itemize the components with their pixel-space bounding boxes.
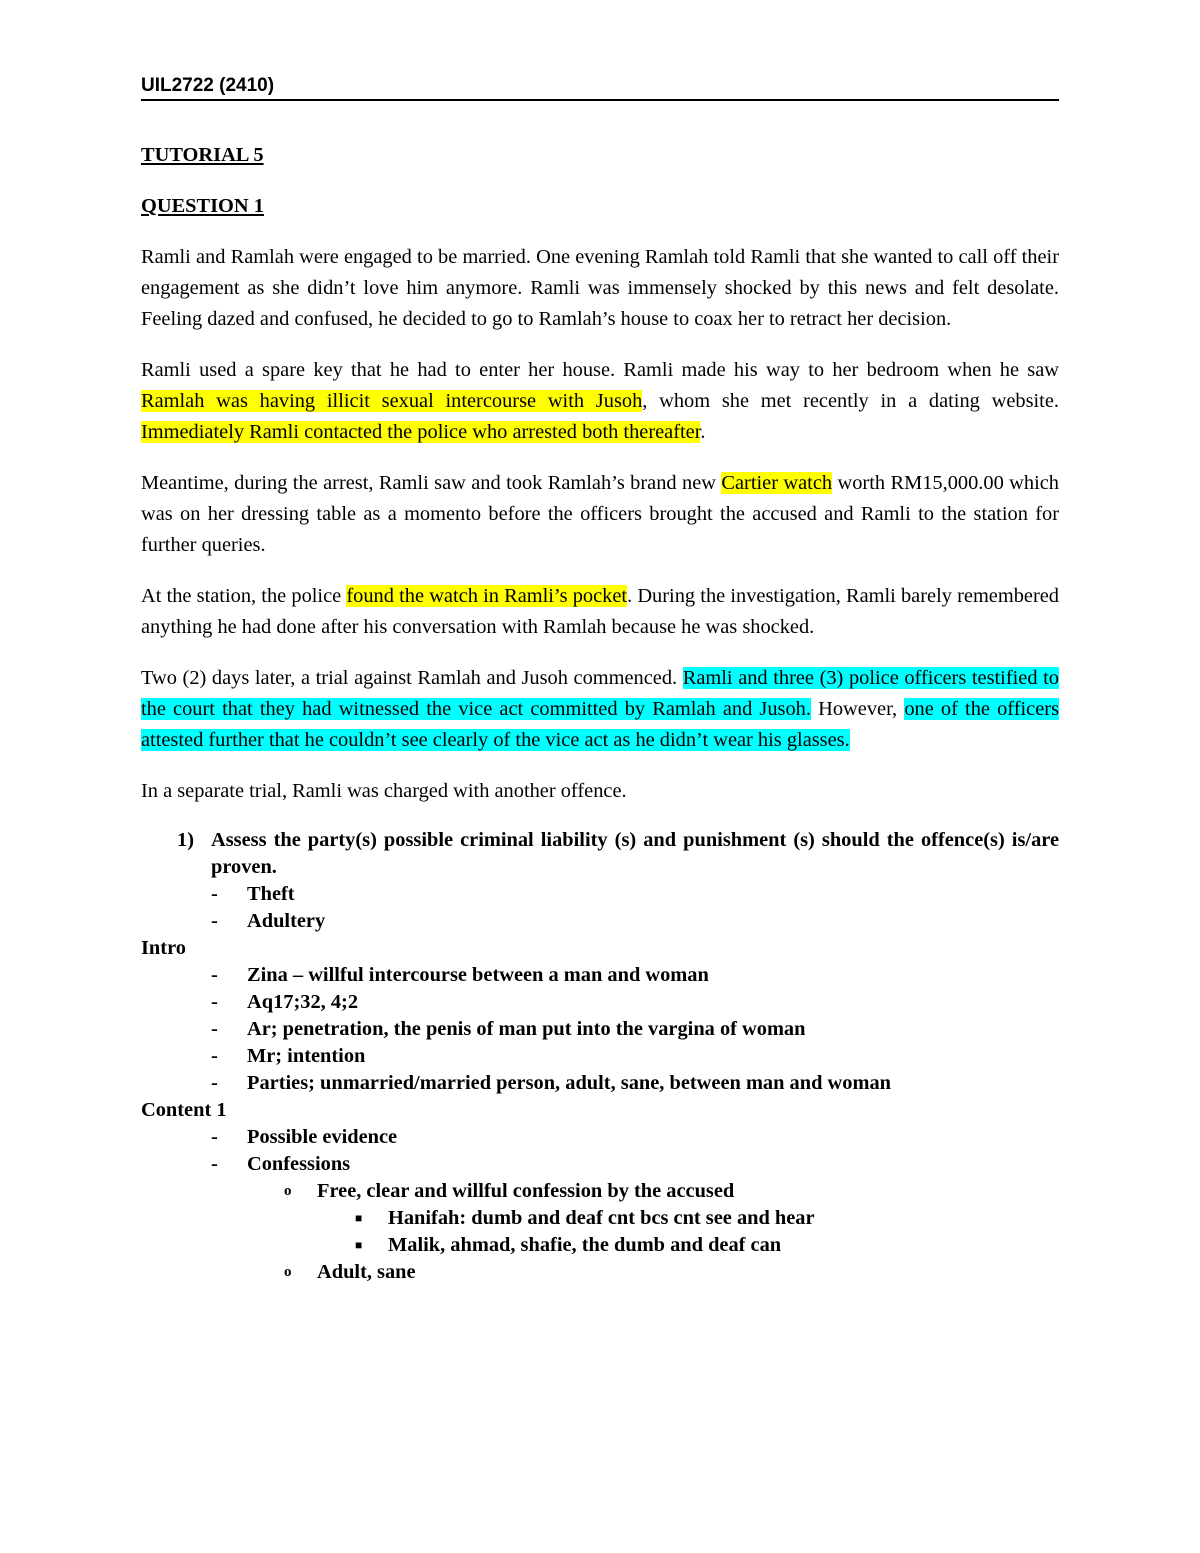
- text-run: Two (2) days later, a trial against Ramlah and Jusoh commenced.: [141, 667, 683, 689]
- subsub-item: Malik, ahmad, shafie, the dumb and deaf can: [388, 1234, 782, 1256]
- sub-item: Free, clear and willful confession by the accused: [317, 1180, 735, 1202]
- dash-bullet: -: [211, 883, 218, 905]
- list-item: [141, 962, 1059, 989]
- paragraph-5: [141, 663, 1059, 756]
- dash-bullet: -: [211, 910, 218, 932]
- content-item: Confessions: [247, 1153, 351, 1175]
- text-run: Meantime, during the arrest, Ramli saw and took Ramlah’s brand new: [141, 472, 722, 494]
- list-item: [141, 1124, 1059, 1151]
- text-run: However,: [810, 698, 905, 720]
- list-item: [141, 1070, 1059, 1097]
- dash-bullet: -: [211, 1126, 218, 1148]
- circle-bullet-icon: o: [284, 1183, 292, 1199]
- content-item: Possible evidence: [247, 1126, 398, 1148]
- paragraph-3: [141, 468, 1059, 561]
- circle-bullet-icon: o: [284, 1264, 292, 1280]
- paragraph-1: Ramli and Ramlah were engaged to be married. One evening Ramlah told Ramli that she wanted to call off their engagement as she didn’t love him anymore. Ramli was immensely shocked by this news and felt desolate. Feeling dazed and confused, he decided to go to Ramlah’s house to coax her to retract her decision.: [141, 246, 1059, 330]
- question-1-prompt: [141, 827, 1059, 881]
- question-text: Assess the party(s) possible criminal liability (s) and punishment (s) should the offence(s) is/are proven.: [211, 829, 1059, 878]
- list-item: [141, 1205, 1059, 1232]
- list-item: [141, 1178, 1059, 1205]
- intro-item: Zina – willful intercourse between a man and woman: [247, 964, 709, 986]
- text-run: .: [700, 421, 706, 443]
- text-run: . During the investigation, Ramli barely remembered anything he had done after his conversation with Ramlah because he was shocked.: [141, 585, 1059, 638]
- text-run: , whom she met recently in a dating website.: [642, 390, 1059, 412]
- offence-theft: Theft: [247, 883, 295, 905]
- answer-notes: [141, 827, 1059, 1286]
- offence-adultery: Adultery: [247, 910, 326, 932]
- question-title: QUESTION 1: [141, 195, 264, 217]
- dash-bullet: -: [211, 991, 218, 1013]
- list-item: [141, 1016, 1059, 1043]
- document-body: [141, 140, 1059, 1286]
- highlight-yellow: Cartier watch: [721, 472, 833, 494]
- square-bullet-icon: ■: [355, 1238, 363, 1252]
- intro-item: Parties; unmarried/married person, adult, sane, between man and woman: [247, 1072, 891, 1094]
- tutorial-title: TUTORIAL 5: [141, 144, 264, 166]
- list-item: [141, 1232, 1059, 1259]
- dash-bullet: -: [211, 1072, 218, 1094]
- sub-item: Adult, sane: [317, 1261, 416, 1283]
- intro-label: Intro: [141, 937, 186, 959]
- page-header: UIL2722 (2410): [141, 75, 275, 96]
- dash-bullet: -: [211, 964, 218, 986]
- highlight-yellow: found the watch in Ramli’s pocket: [346, 585, 628, 607]
- text-run: At the station, the police: [141, 585, 347, 607]
- list-item: [141, 989, 1059, 1016]
- dash-bullet: -: [211, 1018, 218, 1040]
- paragraph-2: [141, 355, 1059, 448]
- intro-item: Mr; intention: [247, 1045, 366, 1067]
- content-1-label: Content 1: [141, 1099, 227, 1121]
- highlight-yellow: Immediately Ramli contacted the police who arrested both thereafter: [141, 421, 701, 443]
- highlight-yellow: Ramlah was having illicit sexual intercourse with Jusoh: [141, 390, 643, 412]
- square-bullet-icon: ■: [355, 1211, 363, 1225]
- header-divider: [141, 99, 1059, 101]
- highlight-cyan: Ramli and three (3) police officers testified to the court that they had witnessed the vice act committed by Ramlah and Jusoh.: [141, 667, 1060, 720]
- text-run: worth RM15,000.00 which was on her dressing table as a momento before the officers brought the accused and Ramli to the station for further queries.: [141, 472, 1059, 556]
- list-item: [141, 881, 1059, 908]
- intro-item: Ar; penetration, the penis of man put into the vargina of woman: [247, 1018, 806, 1040]
- list-item: [141, 1043, 1059, 1070]
- paragraph-6: In a separate trial, Ramli was charged with another offence.: [141, 780, 627, 802]
- paragraph-4: [141, 581, 1059, 643]
- subsub-item: Hanifah: dumb and deaf cnt bcs cnt see and hear: [388, 1207, 815, 1229]
- list-item: [141, 1259, 1059, 1286]
- dash-bullet: -: [211, 1153, 218, 1175]
- intro-item: Aq17;32, 4;2: [247, 991, 359, 1013]
- dash-bullet: -: [211, 1045, 218, 1067]
- list-item: [141, 1151, 1059, 1178]
- list-item: [141, 908, 1059, 935]
- text-run: Ramli used a spare key that he had to enter her house. Ramli made his way to her bedroom when he saw: [141, 359, 1059, 381]
- question-number: 1): [177, 829, 194, 851]
- highlight-cyan: one of the officers attested further that he couldn’t see clearly of the vice act as he didn’t wear his glasses.: [141, 698, 1060, 751]
